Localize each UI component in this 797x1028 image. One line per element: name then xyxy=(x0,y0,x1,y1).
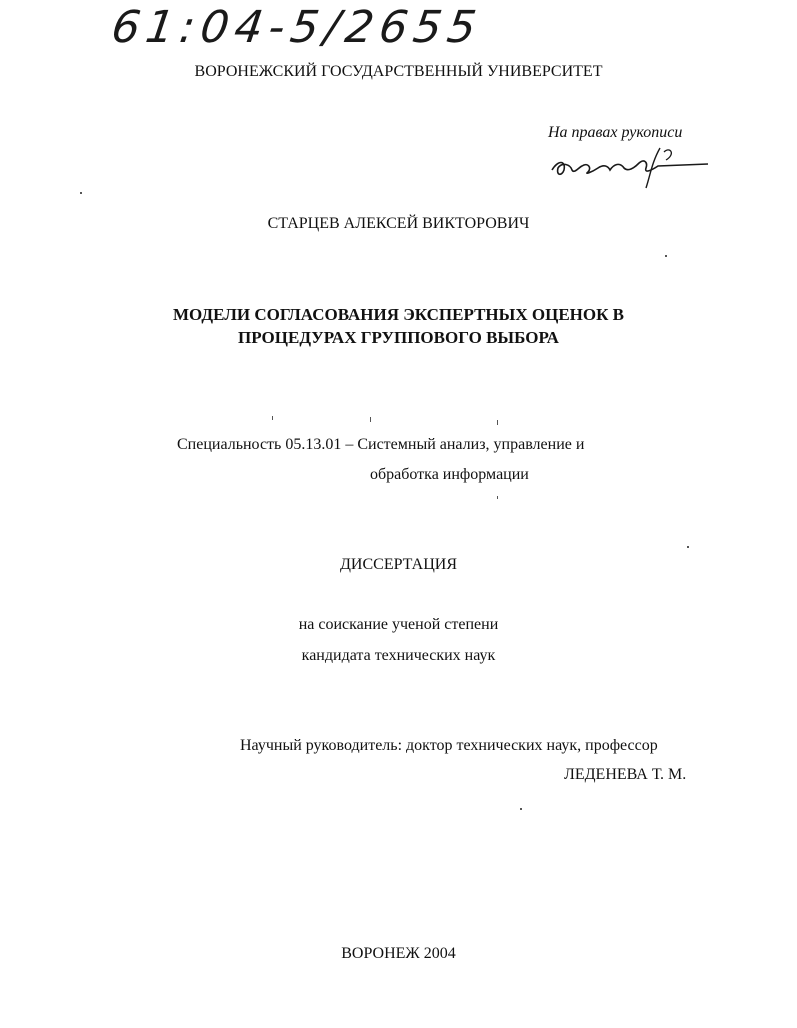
document-type: ДИССЕРТАЦИЯ xyxy=(340,556,457,573)
archive-code: 61:04-5/2655 xyxy=(108,2,486,53)
signature xyxy=(548,142,718,192)
manuscript-rights: На правах рукописи xyxy=(548,124,683,141)
city-year: ВОРОНЕЖ 2004 xyxy=(341,945,456,962)
degree-line-2: кандидата технических наук xyxy=(301,647,496,664)
supervisor-name: ЛЕДЕНЕВА Т. М. xyxy=(564,766,687,783)
scan-speck xyxy=(497,496,498,499)
scan-speck xyxy=(520,808,522,810)
scan-speck xyxy=(665,255,667,257)
specialty-line-1: Специальность 05.13.01 – Системный анализ, управление и xyxy=(177,436,585,453)
degree-line-1: на соискание ученой степени xyxy=(298,616,499,633)
university-name: ВОРОНЕЖСКИЙ ГОСУДАРСТВЕННЫЙ УНИВЕРСИТЕТ xyxy=(194,63,603,80)
author-name: СТАРЦЕВ АЛЕКСЕЙ ВИКТОРОВИЧ xyxy=(267,215,530,232)
scan-speck xyxy=(370,417,371,422)
specialty-line-2: обработка информации xyxy=(370,466,529,483)
scan-speck xyxy=(80,192,82,194)
scan-speck xyxy=(497,420,498,425)
scan-speck xyxy=(272,416,273,420)
dissertation-title-line-2: ПРОЦЕДУРАХ ГРУППОВОГО ВЫБОРА xyxy=(238,328,559,347)
supervisor-line: Научный руководитель: доктор технических наук, профессор xyxy=(240,737,658,754)
dissertation-title-line-1: МОДЕЛИ СОГЛАСОВАНИЯ ЭКСПЕРТНЫХ ОЦЕНОК В xyxy=(172,305,625,324)
scan-speck xyxy=(687,546,689,548)
